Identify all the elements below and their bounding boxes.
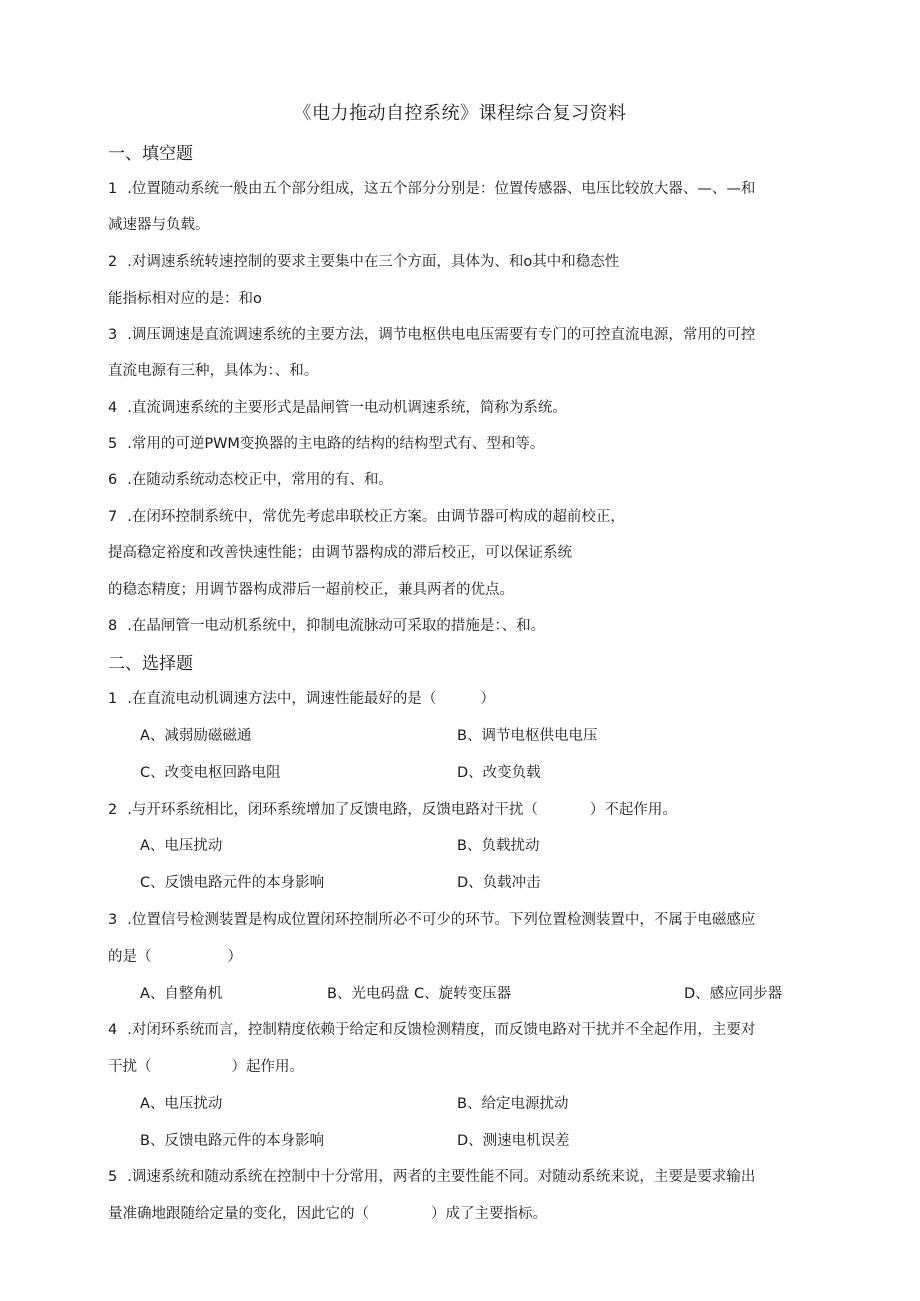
question-text: .直流调速系统的主要形式是晶闸管一电动机调速系统，简称为系统。 xyxy=(127,400,567,416)
question-line xyxy=(108,1165,755,1186)
question-line xyxy=(108,687,495,708)
question-number: 8 xyxy=(108,618,118,634)
option-d: D、改变负载 xyxy=(457,765,541,781)
question-line xyxy=(108,1018,755,1039)
question-line xyxy=(108,614,545,635)
question-line: 直流电源有三种，具体为：、和。 xyxy=(108,363,319,379)
section-heading-fill-blank: 一、填空题 xyxy=(108,144,193,164)
question-number: 3 xyxy=(108,327,118,343)
question-text: .常用的可逆PWM变换器的主电路的结构的结构型式有、型和等。 xyxy=(127,436,545,452)
option-a: A、电压扰动 xyxy=(140,838,223,854)
option-a: A、电压扰动 xyxy=(140,1096,223,1112)
answer-paren-close: ） xyxy=(480,691,495,707)
question-text: .在闭环控制系统中，常优先考虑串联校正方案。由调节器可构成的超前校正， xyxy=(127,509,625,525)
question-number: 2 xyxy=(108,802,118,818)
question-text: .在晶闸管一电动机系统中，抑制电流脉动可采取的措施是：、和。 xyxy=(127,618,546,634)
option-d: D、测速电机误差 xyxy=(457,1133,570,1149)
question-line: 能指标相对应的是：和o xyxy=(108,291,262,307)
answer-paren-close: ） xyxy=(227,949,242,965)
option-c: C、改变电枢回路电阻 xyxy=(140,765,281,781)
question-number: 5 xyxy=(108,1169,118,1185)
question-text: 干扰（ xyxy=(108,1059,152,1075)
question-number: 4 xyxy=(108,1022,118,1038)
question-text: .位置随动系统一般由五个部分组成，这五个部分分别是：位置传感器、电压比较放大器、—、—和 xyxy=(127,181,756,197)
question-text: .与开环系统相比，闭环系统增加了反馈电路，反馈电路对干扰（ xyxy=(127,802,538,818)
question-line xyxy=(108,468,393,489)
question-text: .对调速系统转速控制的要求主要集中在三个方面，具体为、和o其中和稳态性 xyxy=(127,254,620,270)
question-line xyxy=(108,945,242,966)
question-line xyxy=(108,432,544,453)
question-text: .调速系统和随动系统在控制中十分常用，两者的主要性能不同。对随动系统来说，主要是要求输出 xyxy=(127,1169,756,1185)
question-text: 的是（ xyxy=(108,949,152,965)
question-line: 减速器与负载。 xyxy=(108,217,210,233)
option-b-c: B、光电码盘 C、旋转变压器 xyxy=(327,986,512,1002)
option-b: B、调节电枢供电电压 xyxy=(457,728,598,744)
question-number: 2 xyxy=(108,254,118,270)
option-c: C、反馈电路元件的本身影响 xyxy=(140,875,325,891)
question-number: 6 xyxy=(108,472,118,488)
question-text: .在直流电动机调速方法中，调速性能最好的是（ xyxy=(127,691,437,707)
question-text: .对闭环系统而言，控制精度依赖于给定和反馈检测精度，而反馈电路对干扰并不全起作用，主要对 xyxy=(127,1022,756,1038)
question-line: 的稳态精度；用调节器构成滞后一超前校正，兼具两者的优点。 xyxy=(108,582,514,598)
question-text-end: ）不起作用。 xyxy=(589,802,677,818)
question-line xyxy=(108,177,755,198)
question-number: 7 xyxy=(108,509,118,525)
option-a: A、减弱励磁磁通 xyxy=(140,728,252,744)
question-text-end: ）成了主要指标。 xyxy=(431,1206,547,1222)
question-line xyxy=(108,396,567,417)
question-number: 4 xyxy=(108,400,118,416)
question-text: .位置信号检测装置是构成位置闭环控制所必不可少的环节。下列位置检测装置中，不属于电磁感应 xyxy=(127,912,756,928)
option-d: D、感应同步器 xyxy=(684,986,783,1002)
question-number: 1 xyxy=(108,691,118,707)
option-d: D、负载冲击 xyxy=(457,875,541,891)
question-line xyxy=(108,505,625,526)
section-heading-multiple-choice: 二、选择题 xyxy=(108,654,193,674)
option-b: B、给定电源扰动 xyxy=(457,1096,569,1112)
question-line xyxy=(108,1202,547,1223)
document-title: 《电力拖动自控系统》课程综合复习资料 xyxy=(293,103,627,124)
question-line xyxy=(108,323,755,344)
question-text: .在随动系统动态校正中，常用的有、和。 xyxy=(127,472,393,488)
question-line xyxy=(108,798,677,819)
question-text: 量准确地跟随给定量的变化，因此它的（ xyxy=(108,1206,369,1222)
question-line: 提高稳定裕度和改善快速性能；由调节器构成的滞后校正，可以保证系统 xyxy=(108,545,572,561)
question-text-end: ）起作用。 xyxy=(231,1059,304,1075)
question-number: 5 xyxy=(108,436,118,452)
question-line xyxy=(108,1055,304,1076)
question-line xyxy=(108,908,755,929)
question-number: 3 xyxy=(108,912,118,928)
question-line xyxy=(108,250,619,271)
option-a: A、自整角机 xyxy=(140,986,223,1002)
option-c: B、反馈电路元件的本身影响 xyxy=(140,1133,324,1149)
question-number: 1 xyxy=(108,181,118,197)
option-b: B、负载扰动 xyxy=(457,838,540,854)
question-text: .调压调速是直流调速系统的主要方法，调节电枢供电电压需要有专门的可控直流电源，常用的可控 xyxy=(127,327,756,343)
